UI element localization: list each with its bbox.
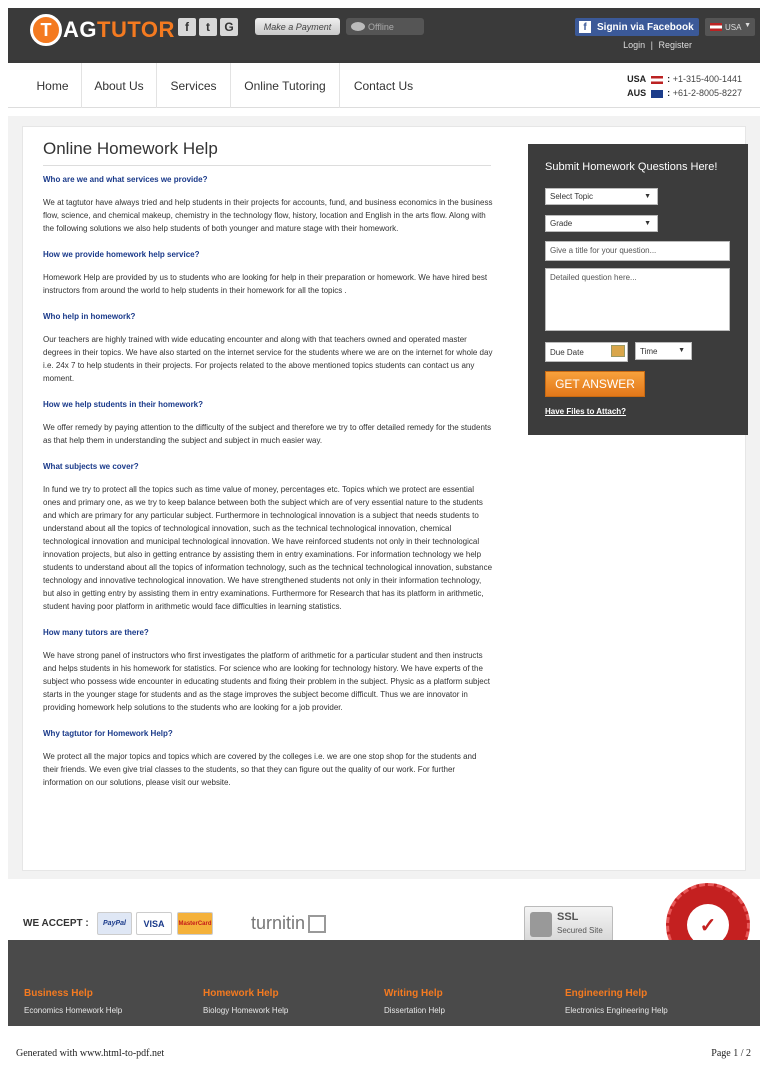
logo-text-part2: TUTOR <box>97 17 175 42</box>
facebook-logo-icon: f <box>579 21 591 33</box>
calendar-icon[interactable] <box>611 345 625 357</box>
time-select[interactable] <box>635 342 692 360</box>
topic-select-value: Select Topic <box>550 192 593 201</box>
section-text: Our teachers are highly trained with wide educating encounter and along with that teachers owned and operated master degrees in their topics. We have also started on the internet service for the students where we are on the internet for whole day i.e. 24x 7 to help students in their projects. For projects related to the above mentioned topics students can contact us any moment. <box>43 335 493 383</box>
top-bar <box>8 8 760 63</box>
social-links <box>178 18 238 36</box>
country-select[interactable] <box>705 18 755 36</box>
google-icon[interactable]: G <box>220 18 238 36</box>
mastercard-card: MasterCard <box>177 912 213 935</box>
nav-services[interactable]: Services <box>157 63 231 108</box>
footer-link[interactable]: Economics Homework Help <box>24 1006 123 1015</box>
chevron-down-icon: ▼ <box>678 347 685 354</box>
usa-flag-icon <box>710 23 722 31</box>
payment-methods-bar <box>8 879 760 940</box>
section <box>43 400 493 447</box>
ssl-title: SSL <box>557 911 579 923</box>
turnitin-logo <box>251 913 326 934</box>
logo-mark: T <box>30 14 62 46</box>
section-heading: Why tagtutor for Homework Help? <box>43 729 173 738</box>
separator: | <box>650 40 653 50</box>
chevron-down-icon: ▼ <box>744 22 751 29</box>
section <box>43 250 493 297</box>
attach-files-link[interactable]: Have Files to Attach? <box>545 407 627 416</box>
section <box>43 729 493 789</box>
login-link[interactable]: Login <box>623 40 646 50</box>
turnitin-text: turnitin <box>251 913 306 933</box>
visa-card: VISA <box>136 912 172 935</box>
section-heading: Who are we and what services we provide? <box>43 175 208 184</box>
footer-heading: Engineering Help <box>565 988 648 999</box>
nav-about-us[interactable]: About Us <box>82 63 157 108</box>
article <box>43 175 493 804</box>
form-title: Submit Homework Questions Here! <box>545 161 718 173</box>
main-area <box>8 116 760 879</box>
section-text: We at tagtutor have always tried and help students in their projects for accounts, fund, and business economics in the business flow, science, and chemical makeup, chemistry in the technology flow, history, location and English in the arts flow. Along with the following solutions we also help students of both younger and mature stage with their homework. <box>43 198 493 233</box>
section <box>43 312 493 385</box>
turnitin-mark-icon <box>308 915 326 933</box>
twitter-icon[interactable]: t <box>199 18 217 36</box>
phone-aus: AUS : +61-2-8005-8227 <box>627 88 742 98</box>
question-title-input[interactable]: Give a title for your question... <box>545 241 730 261</box>
australia-flag-icon <box>651 90 663 98</box>
footer-link[interactable]: Biology Homework Help <box>203 1006 289 1015</box>
facebook-icon[interactable]: f <box>178 18 196 36</box>
phone-usa: USA : +1-315-400-1441 <box>627 74 742 84</box>
country-select-value: USA <box>725 22 742 32</box>
pdf-generator-note: Generated with www.html-to-pdf.net <box>16 1048 165 1059</box>
section-text: Homework Help are provided by us to students who are looking for help in their preparation or homework. We have hired best instructors from around the world to help students in their homework for all the topics . <box>43 273 488 295</box>
nav-home[interactable]: Home <box>24 63 82 108</box>
account-links <box>623 40 692 50</box>
section-heading: How we help students in their homework? <box>43 400 204 409</box>
section-text: In fund we try to protect all the topics such as time value of money, percentages etc. Topics which we protect are essential ones and primary one, as we try to keep balance between both the subject which are of very essential nature to the students and which are primary for any particular subject. Furthermore in technological innovation is a subject that needs students to understand about all the topics of technological innovation, such as the technical technological innovation, chemical technological innovation and municipal technological innovation. We have reinforced students not only in their technological innovation projects, but also in getting entrance by assisting them in entry examinations. For information technology we help students to understand about all the topics of information technology, such as the technical technological innovation, substance technology and innovative technological innovation. We have strengthened students not only in their information technology, but also in getting entry by assisting them in entry examinations. Furthermore for Research that has its platform in arithmetic, student having poor platform in arithmetic would face difficulties in learning statistics. <box>43 485 493 611</box>
chat-status-button[interactable] <box>346 18 424 35</box>
section-text: We have strong panel of instructors who first investigates the platform of arithmetic for a particular student and then instructs and helps students in his homework for statistics. For science who are looking for technology history. We have experts of the subject who possess wide encounter in educating students and fixing their problem in the subject. Physic as a platform subject starts in the younger stage for students and as the stage improves the subject become difficult. Thus we are innovator in providing homework help solutions to the students who are looking for a job provider. <box>43 651 490 712</box>
section-heading: What subjects we cover? <box>43 462 139 471</box>
section <box>43 628 493 714</box>
time-select-value: Time <box>640 346 658 356</box>
content-panel <box>22 126 746 871</box>
grade-select-value: Grade <box>550 219 573 228</box>
footer <box>8 940 760 1026</box>
page-title: Online Homework Help <box>43 139 218 158</box>
section-heading: How we provide homework help service? <box>43 250 200 259</box>
usa-flag-icon <box>651 76 663 84</box>
due-date-input[interactable] <box>545 342 628 362</box>
section-text: We offer remedy by paying attention to the difficulty of the subject and therefore we try to offer detailed remedy for the students as that help them in understanding the subject and subject in much easier way. <box>43 423 492 445</box>
paypal-card: PayPal <box>97 912 132 935</box>
footer-heading: Business Help <box>24 988 93 999</box>
section <box>43 175 493 235</box>
submit-homework-form <box>528 144 748 435</box>
chat-status-label: Offline <box>368 21 394 32</box>
nav-online-tutoring[interactable]: Online Tutoring <box>231 63 340 108</box>
chevron-down-icon: ▼ <box>644 220 651 227</box>
footer-column <box>384 988 445 1015</box>
question-details-textarea[interactable]: Detailed question here... <box>545 268 730 331</box>
checkmark-icon: ✓ <box>687 904 729 946</box>
footer-link[interactable]: Dissertation Help <box>384 1006 445 1015</box>
footer-heading: Writing Help <box>384 988 443 999</box>
make-payment-button[interactable]: Make a Payment <box>255 18 340 35</box>
title-divider <box>43 165 491 166</box>
tagtutor-logo[interactable] <box>30 13 175 47</box>
footer-column <box>565 988 668 1015</box>
lock-icon <box>530 912 552 937</box>
section <box>43 462 493 613</box>
nav-contact-us[interactable]: Contact Us <box>353 78 414 93</box>
we-accept-label: WE ACCEPT : <box>23 918 89 929</box>
facebook-signin-label: Signin via Facebook <box>597 21 694 33</box>
chat-bubble-icon <box>351 22 365 31</box>
facebook-signin-button[interactable] <box>575 18 699 36</box>
section-heading: Who help in homework? <box>43 312 136 321</box>
register-link[interactable]: Register <box>658 40 692 50</box>
topic-select[interactable] <box>545 188 658 205</box>
logo-text-part1: AG <box>63 17 97 42</box>
ssl-badge <box>524 906 613 942</box>
footer-link[interactable]: Electronics Engineering Help <box>565 1006 668 1015</box>
section-heading: How many tutors are there? <box>43 628 149 637</box>
ssl-subtitle: Secured Site <box>557 926 603 935</box>
footer-column <box>24 988 122 1015</box>
main-nav <box>8 63 760 108</box>
phone-numbers <box>627 72 742 100</box>
grade-select[interactable] <box>545 215 658 232</box>
footer-heading: Homework Help <box>203 988 279 999</box>
section-text: We protect all the major topics and topics which are covered by the colleges i.e. we are one stop shop for the students and their friends. We even give trial classes to the students, so that they can figure out the quality of our work. For further information on our solutions, please visit our website. <box>43 752 477 787</box>
due-date-placeholder: Due Date <box>550 347 584 357</box>
footer-column <box>203 988 288 1015</box>
page-number: Page 1 / 2 <box>711 1048 751 1059</box>
get-answer-button[interactable]: GET ANSWER <box>545 371 645 397</box>
chevron-down-icon: ▼ <box>644 193 651 200</box>
